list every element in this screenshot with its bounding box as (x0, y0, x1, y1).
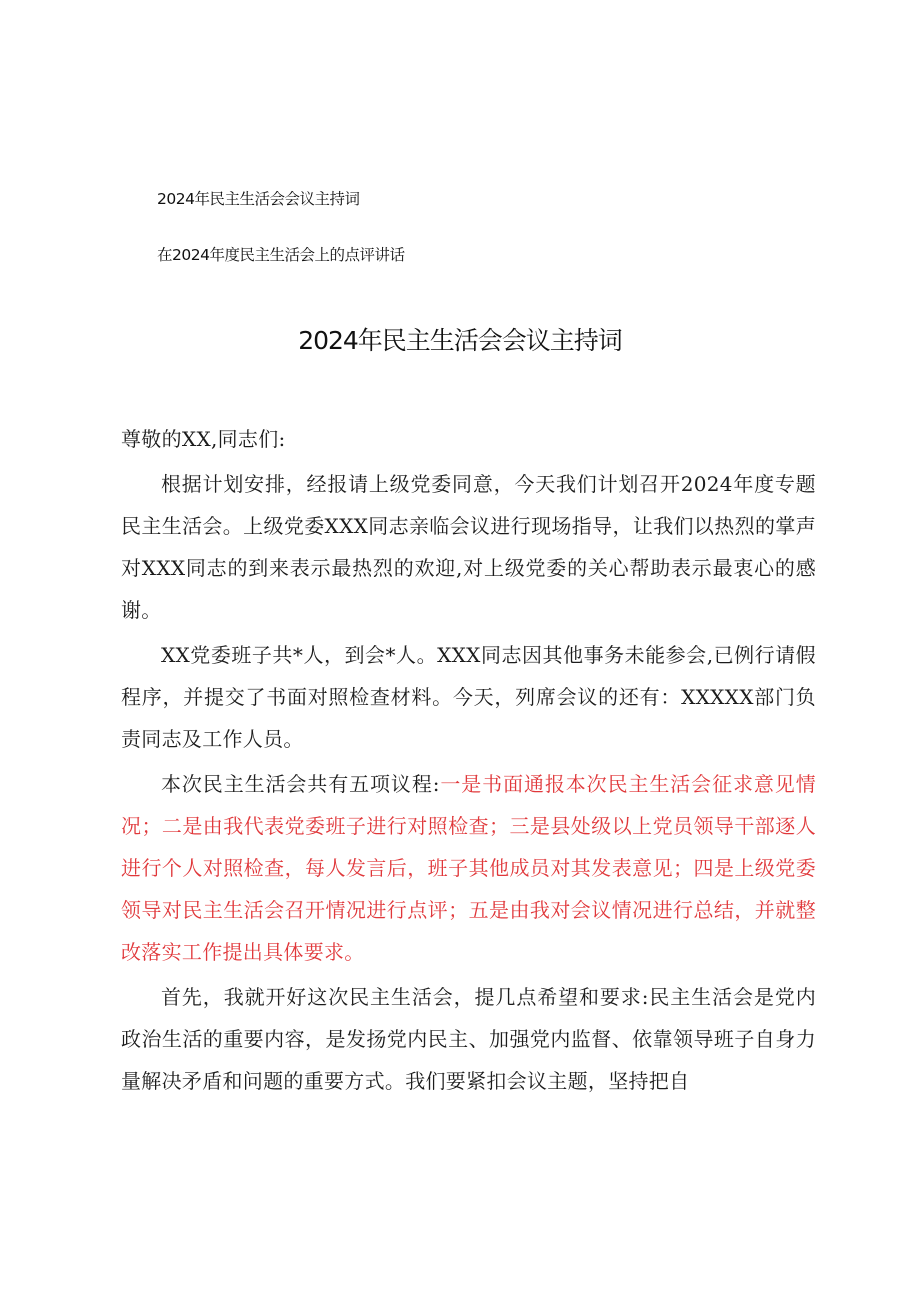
toc-item-review-speech[interactable]: 在2024年度民主生活会上的点评讲话 (157, 246, 405, 264)
paragraph-requirements: 首先，我就开好这次民主生活会，提几点希望和要求:民主生活会是党内政治生活的重要内容，是发扬党内民主、加强党内监督、依靠领导班子自身力量解决矛盾和问题的重要方式。我们要紧扣会议主题，坚持把自 (121, 985, 816, 1093)
toc-item-host-remarks[interactable]: 2024年民主生活会会议主持词 (157, 190, 360, 208)
paragraph-agenda (121, 763, 816, 973)
paragraph-opening: 根据计划安排，经报请上级党委同意，今天我们计划召开2024年度专题民主生活会。上级党委XXX同志亲临会议进行现场指导，让我们以热烈的掌声对XXX同志的到来表示最热烈的欢迎,对上级党委的关心帮助表示最衷心的感谢。 (121, 472, 816, 622)
agenda-intro: 本次民主生活会共有五项议程: (161, 772, 440, 796)
agenda-items-highlighted: 一是书面通报本次民主生活会征求意见情况；二是由我代表党委班子进行对照检查；三是县处级以上党员领导干部逐人进行个人对照检查，每人发言后，班子其他成员对其发表意见；四是上级党委领导对民主生活会召开情况进行点评；五是由我对会议情况进行总结，并就整改落实工作提出具体要求。 (121, 772, 816, 964)
salutation: 尊敬的XX,同志们: (121, 427, 286, 451)
document-body (121, 418, 816, 1105)
document-title: 2024年民主生活会会议主持词 (298, 326, 622, 355)
paragraph-attendance: XX党委班子共*人，到会*人。XXX同志因其他事务未能参会,已例行请假程序，并提交了书面对照检查材料。今天，列席会议的还有：XXXXX部门负责同志及工作人员。 (121, 643, 816, 751)
